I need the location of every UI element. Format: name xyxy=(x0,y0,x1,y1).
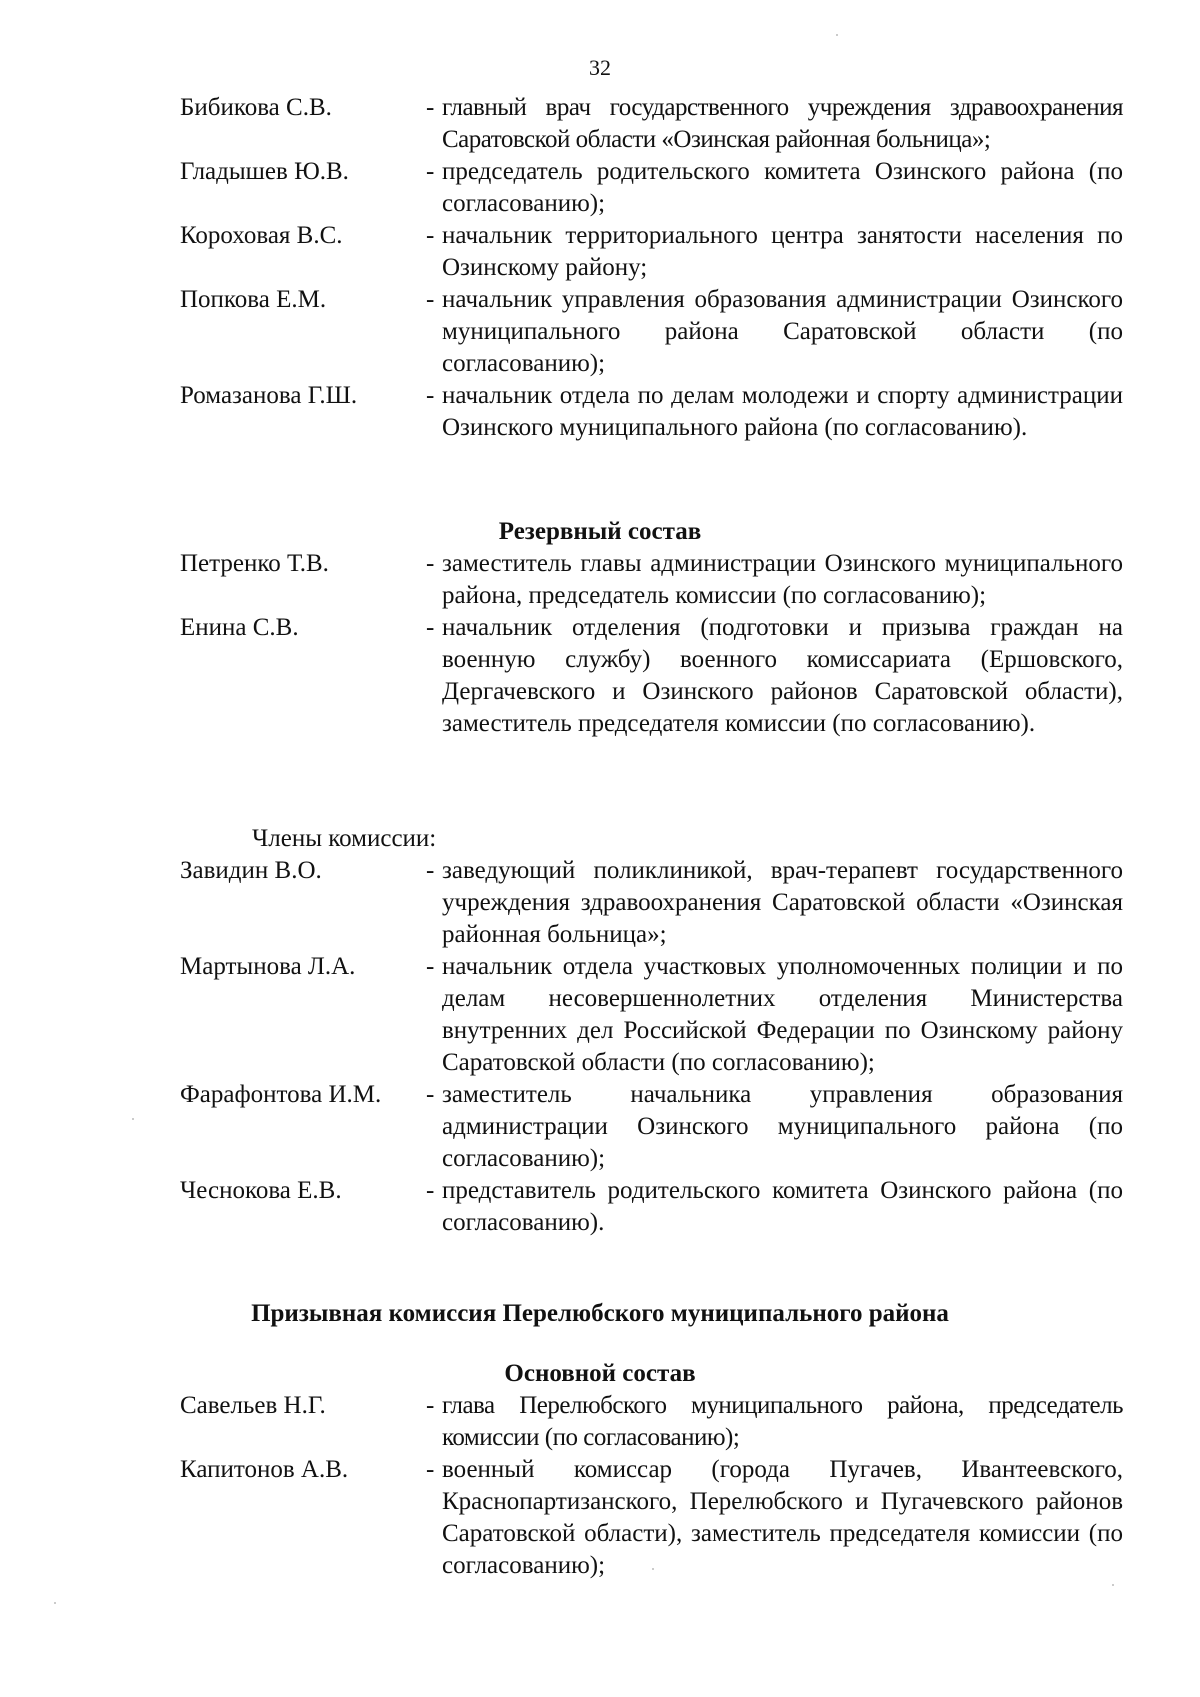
list-dash: - xyxy=(426,857,435,884)
member-position: представитель родительского комитета Озинского района (по согласованию). xyxy=(442,1177,1123,1236)
scan-speck xyxy=(54,1602,56,1604)
list-dash: - xyxy=(426,382,435,409)
list-dash: - xyxy=(426,550,435,577)
list-item xyxy=(0,951,1200,1079)
list-dash: - xyxy=(426,1177,435,1204)
member-name: Гладышев Ю.В. xyxy=(180,158,349,185)
list-dash: - xyxy=(426,94,435,121)
list-item xyxy=(0,1079,1200,1175)
list-dash: - xyxy=(426,158,435,185)
member-name: Ромазанова Г.Ш. xyxy=(180,382,358,409)
list-dash: - xyxy=(426,614,435,641)
scan-speck xyxy=(132,1118,134,1120)
member-position: главный врач государственного учреждения здравоохранения Саратовской области «Озинская районная больница»; xyxy=(442,94,1123,153)
reserve-members-list xyxy=(0,855,1200,1239)
list-item xyxy=(0,156,1200,220)
member-position: начальник отделения (подготовки и призыва граждан на военную службу) военного комиссариата (Ершовского, Дергачевского и Озинского районов Саратовской области), заместитель председателя комиссии (по согласованию). xyxy=(442,614,1123,737)
member-position: начальник отдела участковых уполномоченных полиции и по делам несовершеннолетних отделения Министерства внутренних дел Российской Федерации по Озинскому району Саратовской области (по согласованию); xyxy=(442,953,1123,1076)
main-composition-heading: Основной состав xyxy=(504,1360,696,1387)
perelyub-leaders-list xyxy=(0,1390,1200,1582)
list-item xyxy=(0,380,1200,444)
list-dash: - xyxy=(426,222,435,249)
list-item xyxy=(0,1390,1200,1454)
reserve-leaders-list xyxy=(0,548,1200,740)
member-position: начальник отдела по делам молодежи и спорту администрации Озинского муниципального района (по согласованию). xyxy=(442,382,1123,441)
member-name: Капитонов А.В. xyxy=(180,1456,349,1483)
list-dash: - xyxy=(426,1456,435,1483)
member-position: начальник территориального центра занятости населения по Озинскому району; xyxy=(442,222,1123,281)
member-name: Короховая В.С. xyxy=(180,222,343,249)
member-name: Савельев Н.Г. xyxy=(180,1392,326,1419)
member-position: заместитель главы администрации Озинского муниципального района, председатель комиссии (по согласованию); xyxy=(442,550,1123,609)
list-item xyxy=(0,284,1200,380)
member-position: заведующий поликлиникой, врач-терапевт государственного учреждения здравоохранения Саратовской области «Озинская районная больница»; xyxy=(442,857,1123,948)
member-name: Бибикова С.В. xyxy=(180,94,332,121)
members-label: Члены комиссии: xyxy=(252,825,437,852)
page-number: 32 xyxy=(589,55,611,80)
list-dash: - xyxy=(426,953,435,980)
list-dash: - xyxy=(426,1392,435,1419)
reserve-heading: Резервный состав xyxy=(498,518,702,545)
list-item xyxy=(0,855,1200,951)
member-position: председатель родительского комитета Озинского района (по согласованию); xyxy=(442,158,1123,217)
member-name: Завидин В.О. xyxy=(180,857,322,884)
scan-speck xyxy=(1112,1584,1114,1586)
member-position: глава Перелюбского муниципального района, председатель комиссии (по согласованию); xyxy=(442,1392,1123,1451)
list-item xyxy=(0,92,1200,156)
scan-speck xyxy=(652,1568,654,1570)
member-name: Чеснокова Е.В. xyxy=(180,1177,342,1204)
member-position: военный комиссар (города Пугачев, Ивантеевского, Краснопартизанского, Перелюбского и Пугачевского районов Саратовской области), заместитель председателя комиссии (по согласованию); xyxy=(442,1456,1123,1579)
member-name: Петренко Т.В. xyxy=(180,550,329,577)
member-position: начальник управления образования администрации Озинского муниципального района Саратовской области (по согласованию); xyxy=(442,286,1123,377)
list-dash: - xyxy=(426,1081,435,1108)
scan-speck xyxy=(836,34,838,36)
member-position: заместитель начальника управления образования администрации Озинского муниципального района (по согласованию); xyxy=(442,1081,1123,1172)
list-item xyxy=(0,548,1200,612)
list-item xyxy=(0,1454,1200,1582)
list-item xyxy=(0,220,1200,284)
list-item xyxy=(0,1175,1200,1239)
main-members-list xyxy=(0,92,1200,444)
member-name: Попкова Е.М. xyxy=(180,286,327,313)
commission-title: Призывная комиссия Перелюбского муниципального района xyxy=(251,1300,949,1327)
list-item xyxy=(0,612,1200,740)
member-name: Фарафонтова И.М. xyxy=(180,1081,382,1108)
list-dash: - xyxy=(426,286,435,313)
member-name: Енина С.В. xyxy=(180,614,299,641)
member-name: Мартынова Л.А. xyxy=(180,953,356,980)
